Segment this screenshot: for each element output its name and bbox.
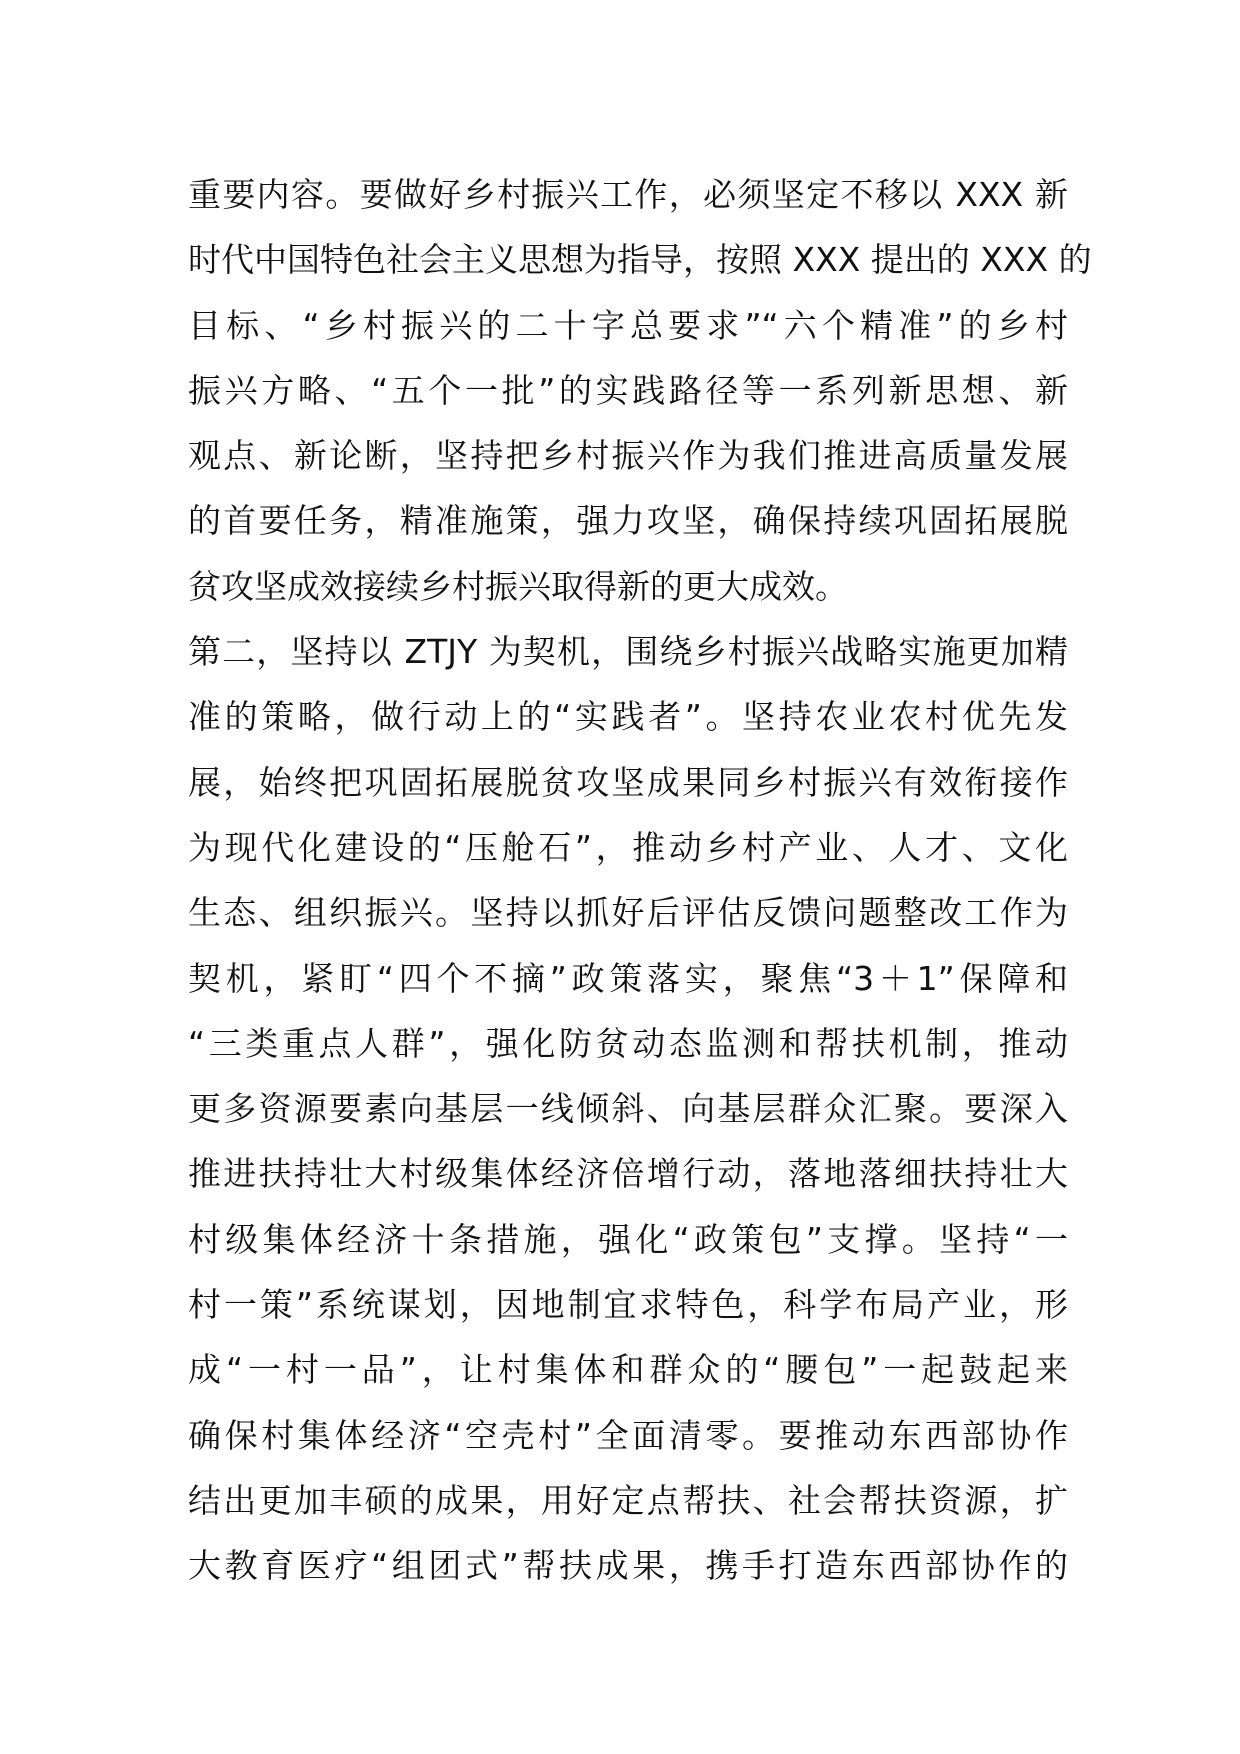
text-line-22: 大教育医疗“组团式”帮扶成果，携手打造东西部协作的: [188, 1546, 1068, 1586]
text-line-14: “三类重点人群”，强化防贫动态监测和帮扶机制，推动: [188, 1023, 1068, 1063]
text-line-16: 推进扶持壮大村级集体经济倍增行动，落地落细扶持壮大: [188, 1154, 1068, 1194]
text-line-11: 为现代化建设的“压舱石”，推动乡村产业、人才、文化: [188, 827, 1068, 867]
text-line-7: 贫攻坚成效接续乡村振兴取得新的更大成效。: [188, 566, 848, 606]
text-line-15: 更多资源要素向基层一线倾斜、向基层群众汇聚。要深入: [188, 1089, 1068, 1129]
text-line-13: 契机，紧盯“四个不摘”政策落实，聚焦“3＋1”保障和: [188, 958, 1068, 998]
text-line-20: 确保村集体经济“空壳村”全面清零。要推动东西部协作: [188, 1415, 1068, 1455]
text-line-1: 重要内容。要做好乡村振兴工作，必须坚定不移以 XXX 新: [188, 175, 1068, 214]
text-line-10: 展，始终把巩固拓展脱贫攻坚成果同乡村振兴有效衔接作: [188, 762, 1068, 802]
text-line-19: 成“一村一品”，让村集体和群众的“腰包”一起鼓起来: [188, 1350, 1068, 1390]
text-line-21: 结出更加丰硕的成果，用好定点帮扶、社会帮扶资源，扩: [188, 1480, 1068, 1520]
text-line-4: 振兴方略、“五个一批”的实践路径等一系列新思想、新: [188, 370, 1068, 410]
text-line-12: 生态、组织振兴。坚持以抓好后评估反馈问题整改工作为: [188, 893, 1068, 933]
text-line-5: 观点、新论断，坚持把乡村振兴作为我们推进高质量发展: [188, 436, 1068, 476]
text-line-8: 第二，坚持以 ZTJY 为契机，围绕乡村振兴战略实施更加精: [188, 632, 1068, 672]
text-line-2: 时代中国特色社会主义思想为指导，按照 XXX 提出的 XXX 的: [188, 240, 1092, 280]
text-line-6: 的首要任务，精准施策，强力攻坚，确保持续巩固拓展脱: [188, 501, 1068, 541]
text-line-3: 目标、“乡村振兴的二十字总要求”“六个精准”的乡村: [188, 305, 1068, 345]
text-line-17: 村级集体经济十条措施，强化“政策包”支撑。坚持“一: [188, 1219, 1068, 1259]
text-line-18: 村一策”系统谋划，因地制宜求特色，科学布局产业，形: [188, 1285, 1068, 1325]
text-line-9: 准的策略，做行动上的“实践者”。坚持农业农村优先发: [188, 697, 1068, 737]
body-text: [188, 162, 1092, 1599]
